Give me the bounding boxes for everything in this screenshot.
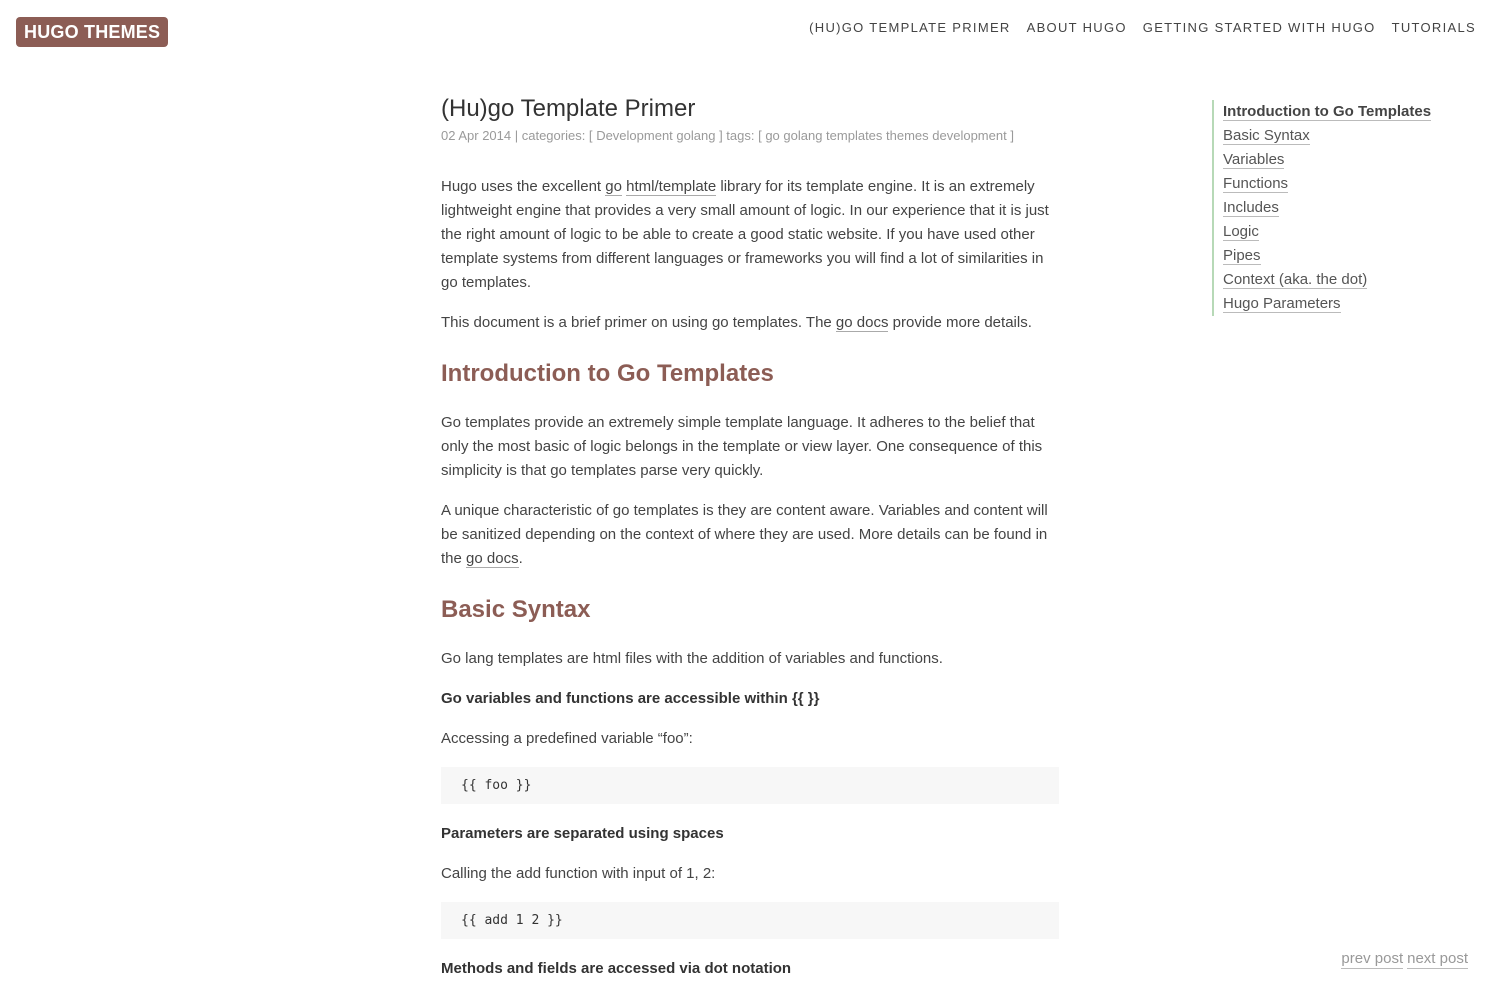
paragraph-html-files: Go lang templates are html files with the addition of variables and functions.: [441, 650, 943, 667]
site-logo[interactable]: HUGO THEMES: [16, 17, 168, 47]
nav-template-primer[interactable]: (HU)GO TEMPLATE PRIMER: [809, 20, 1011, 35]
toc-item-variables[interactable]: Variables: [1223, 151, 1285, 168]
toc-item-context[interactable]: Context (aka. the dot): [1223, 271, 1368, 288]
post-meta: 02 Apr 2014 | categories: [ Development golang ] tags: [ go golang templates themes development ]: [441, 128, 1014, 143]
paragraph-dot-notation: Methods and fields are accessed via dot notation: [441, 960, 792, 977]
html-template-link[interactable]: html/template: [626, 178, 717, 195]
toc-item-includes[interactable]: Includes: [1223, 199, 1279, 216]
nav-about-hugo[interactable]: ABOUT HUGO: [1026, 20, 1127, 35]
prev-post-link[interactable]: prev post: [1341, 950, 1404, 967]
go-docs-link-2[interactable]: go docs: [466, 550, 519, 567]
next-post-link[interactable]: next post: [1407, 950, 1468, 967]
paragraph-primer: This document is a brief primer on using go templates. The go docs provide more details.: [441, 314, 1032, 331]
nav-tutorials[interactable]: TUTORIALS: [1391, 20, 1476, 35]
go-link[interactable]: go: [605, 178, 622, 195]
paragraph-add-function: Calling the add function with input of 1, 2:: [441, 865, 716, 882]
go-docs-link[interactable]: go docs: [835, 314, 889, 331]
code-block-foo: {{ foo }}: [441, 767, 1059, 804]
top-nav: [809, 20, 1476, 36]
heading-basic-syntax: Basic Syntax: [441, 596, 591, 623]
categories-label: categories: [: [521, 128, 593, 143]
post-date: 02 Apr 2014: [441, 128, 512, 143]
toc-item-functions[interactable]: Functions: [1223, 175, 1289, 192]
heading-introduction: Introduction to Go Templates: [441, 360, 774, 387]
paragraph-accessible: Go variables and functions are accessible within {{ }}: [441, 690, 820, 707]
nav-getting-started[interactable]: GETTING STARTED WITH HUGO: [1142, 20, 1376, 35]
toc-item-hugo-parameters[interactable]: Hugo Parameters: [1223, 295, 1341, 312]
toc-item-basic-syntax[interactable]: Basic Syntax: [1223, 127, 1310, 144]
meta-end: ]: [1010, 128, 1014, 143]
post-pager: [1341, 950, 1468, 969]
paragraph-intro: Hugo uses the excellent go html/template library for its template engine. It is an extremely lightweight engine that provides a very small amount of logic. In our experience that it is just the right amount of logic to be able to create a good static website. If you have used other template systems from different languages or frameworks you will find a lot of similarities in go templates.: [441, 178, 1049, 291]
article: [441, 94, 1059, 997]
post-body: [441, 175, 1059, 981]
paragraph-accessing-foo: Accessing a predefined variable “foo”:: [441, 730, 693, 747]
post-title: (Hu)go Template Primer: [441, 95, 696, 122]
tags-label: ] tags: [: [719, 128, 762, 143]
paragraph-content-aware: A unique characteristic of go templates is they are content aware. Variables and content will be sanitized depending on the context of where they are used. More details can be found in the go docs.: [441, 502, 1048, 567]
paragraph-simple: Go templates provide an extremely simple template language. It adheres to the belief that only the most basic of logic belongs in the template or view layer. One consequence of this simplicity is that go templates parse very quickly.: [441, 414, 1043, 479]
toc-item-logic[interactable]: Logic: [1223, 223, 1259, 240]
toc-item-introduction[interactable]: Introduction to Go Templates: [1223, 103, 1432, 120]
category-links[interactable]: Development golang: [596, 128, 716, 143]
code-block-add: {{ add 1 2 }}: [441, 902, 1059, 939]
toc-item-pipes[interactable]: Pipes: [1223, 247, 1261, 264]
paragraph-parameters: Parameters are separated using spaces: [441, 825, 724, 842]
tag-links[interactable]: go golang templates themes development: [765, 128, 1007, 143]
table-of-contents: [1212, 100, 1431, 316]
